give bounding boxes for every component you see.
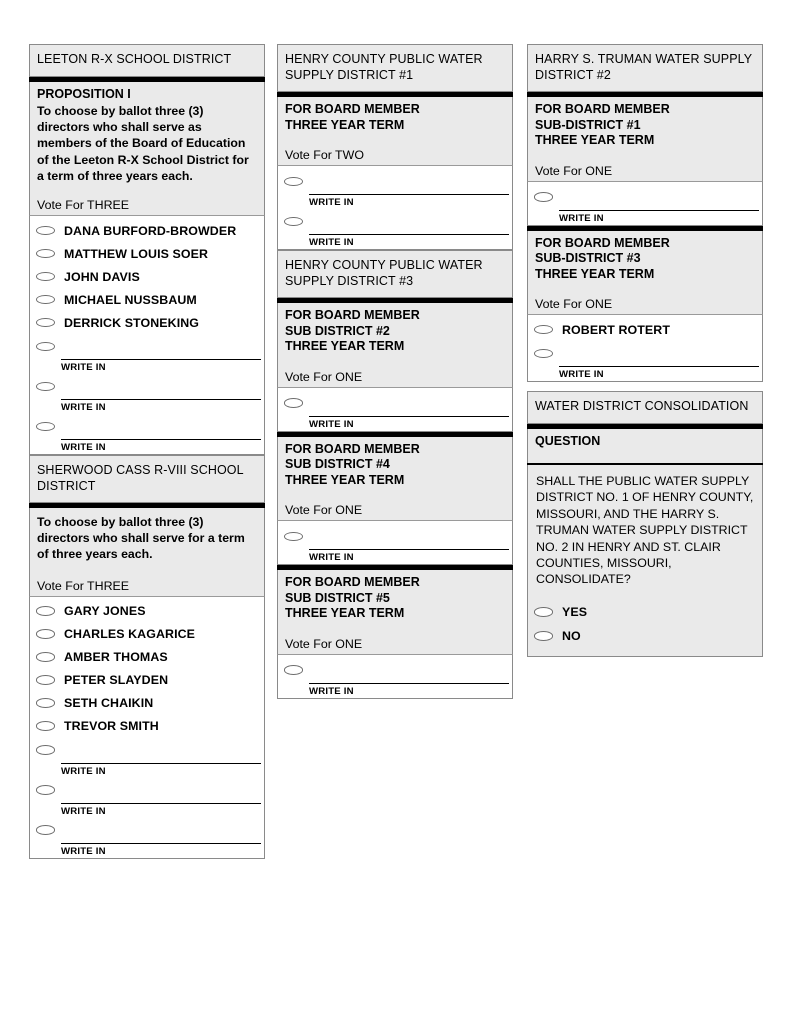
office-block-question bbox=[527, 429, 763, 450]
write-in-label: WRITE IN bbox=[61, 402, 106, 414]
vote-oval[interactable] bbox=[36, 342, 55, 352]
vote-oval[interactable] bbox=[284, 177, 303, 187]
candidate-name: CHARLES KAGARICE bbox=[64, 627, 196, 642]
candidate-row[interactable] bbox=[528, 318, 762, 341]
district-header-sherwood: SHERWOOD CASS R-VIII SCHOOL DISTRICT bbox=[29, 455, 265, 503]
choices-sherwood bbox=[29, 597, 265, 859]
vote-oval[interactable] bbox=[36, 698, 55, 708]
write-in-label: WRITE IN bbox=[309, 237, 354, 248]
contest-leeton-proposition-i bbox=[29, 44, 265, 455]
candidate-name: DERRICK STONEKING bbox=[64, 315, 200, 330]
candidate-row[interactable] bbox=[30, 311, 264, 334]
contest-henry-county-wsd1-board bbox=[277, 44, 513, 250]
ballot-column-3 bbox=[527, 44, 763, 657]
vote-oval[interactable] bbox=[284, 398, 303, 408]
district-header-hcwsd1: HENRY COUNTY PUBLIC WATER SUPPLY DISTRICT #1 bbox=[277, 44, 513, 92]
vote-for-sub4: Vote For ONE bbox=[277, 503, 513, 521]
office-line-1: FOR BOARD MEMBER bbox=[535, 235, 670, 250]
candidate-row[interactable] bbox=[30, 219, 264, 242]
write-in-label: WRITE IN bbox=[61, 805, 106, 817]
ballot-column-2 bbox=[277, 44, 513, 699]
vote-oval[interactable] bbox=[36, 606, 55, 616]
vote-oval[interactable] bbox=[36, 825, 55, 835]
office-spacer bbox=[29, 563, 265, 579]
vote-oval[interactable] bbox=[36, 272, 55, 282]
write-in-slot[interactable] bbox=[528, 341, 762, 381]
write-in-slot[interactable] bbox=[30, 738, 264, 778]
vote-oval[interactable] bbox=[534, 631, 553, 641]
proposition-body: To choose by ballot three (3) directors who shall serve as members of the Board of Education of the Leeton R-X School District for a term of three years each. bbox=[37, 104, 249, 183]
vote-oval[interactable] bbox=[36, 721, 55, 731]
office-block-sub4 bbox=[277, 437, 513, 489]
write-in-slot[interactable] bbox=[278, 391, 512, 431]
office-block-sub5 bbox=[277, 570, 513, 622]
district-header-leeton: LEETON R-X SCHOOL DISTRICT bbox=[29, 44, 265, 77]
office-spacer bbox=[277, 622, 513, 637]
vote-oval[interactable] bbox=[36, 226, 55, 236]
write-in-slot[interactable] bbox=[278, 169, 512, 209]
office-block-sub2 bbox=[277, 303, 513, 355]
write-in-label: WRITE IN bbox=[61, 765, 106, 777]
candidate-name: SETH CHAIKIN bbox=[64, 696, 154, 711]
vote-for-sub2: Vote For ONE bbox=[277, 370, 513, 388]
office-line-2: SUB DISTRICT #2 bbox=[285, 323, 390, 338]
vote-oval[interactable] bbox=[36, 629, 55, 639]
choices-truman-sub3 bbox=[527, 315, 763, 382]
proposition-body: To choose by ballot three (3) directors who shall serve for a term of three years each. bbox=[37, 515, 245, 562]
choices-leeton bbox=[29, 216, 265, 455]
vote-oval[interactable] bbox=[36, 675, 55, 685]
write-in-label: WRITE IN bbox=[309, 685, 354, 697]
vote-for-leeton: Vote For THREE bbox=[29, 198, 265, 216]
write-in-slot[interactable] bbox=[30, 374, 264, 414]
vote-for-sub5: Vote For ONE bbox=[277, 637, 513, 655]
office-spacer bbox=[277, 355, 513, 370]
office-line-2: SUB-DISTRICT #3 bbox=[535, 251, 641, 265]
contest-sherwood-cass bbox=[29, 455, 265, 859]
office-line-2: SUB-DISTRICT #1 bbox=[535, 117, 641, 132]
vote-for-truman-sub1: Vote For ONE bbox=[527, 164, 763, 182]
office-block-truman-sub3 bbox=[527, 231, 763, 283]
proposition-title: PROPOSITION I bbox=[37, 86, 131, 101]
vote-oval[interactable] bbox=[36, 652, 55, 662]
vote-oval[interactable] bbox=[534, 607, 553, 617]
vote-for-hcwsd1: Vote For TWO bbox=[277, 148, 513, 166]
candidate-name: AMBER THOMAS bbox=[64, 650, 168, 665]
office-line-1: FOR BOARD MEMBER bbox=[285, 102, 420, 116]
office-line-3: THREE YEAR TERM bbox=[285, 606, 405, 620]
candidate-row[interactable] bbox=[30, 288, 264, 311]
candidate-row[interactable] bbox=[30, 265, 264, 288]
contest-water-district-consolidation bbox=[527, 391, 763, 657]
candidate-name: PETER SLAYDEN bbox=[64, 673, 169, 688]
vote-oval[interactable] bbox=[284, 532, 303, 542]
office-block-sherwood bbox=[29, 508, 265, 563]
office-line-2: SUB DISTRICT #4 bbox=[285, 457, 390, 471]
office-block-hcwsd1 bbox=[277, 97, 513, 133]
candidate-name: ROBERT ROTERT bbox=[562, 322, 670, 337]
district-header-hcwsd3: HENRY COUNTY PUBLIC WATER SUPPLY DISTRICT #3 bbox=[277, 250, 513, 298]
office-line-2: SUB DISTRICT #5 bbox=[285, 590, 390, 605]
office-line-1: FOR BOARD MEMBER bbox=[285, 441, 420, 456]
choices-hcwsd1 bbox=[277, 166, 513, 250]
vote-oval[interactable] bbox=[284, 217, 303, 227]
contest-henry-county-wsd3-sub5 bbox=[277, 565, 513, 699]
candidate-name: TREVOR SMITH bbox=[64, 719, 159, 734]
question-option-row[interactable] bbox=[528, 600, 762, 624]
vote-oval[interactable] bbox=[36, 295, 55, 305]
candidate-row[interactable] bbox=[30, 600, 264, 623]
district-header-consolidation: WATER DISTRICT CONSOLIDATION bbox=[527, 391, 763, 424]
candidate-name: DANA BURFORD-BROWDER bbox=[64, 223, 237, 238]
office-block-truman-sub1 bbox=[527, 97, 763, 149]
vote-oval[interactable] bbox=[534, 325, 553, 335]
choices-sub5 bbox=[277, 655, 513, 699]
office-line-2: THREE YEAR TERM bbox=[285, 117, 405, 132]
write-in-slot[interactable] bbox=[30, 778, 264, 818]
candidate-name: GARY JONES bbox=[64, 604, 146, 619]
write-in-label: WRITE IN bbox=[309, 418, 354, 430]
vote-oval[interactable] bbox=[284, 665, 303, 675]
vote-oval[interactable] bbox=[534, 192, 553, 202]
vote-oval[interactable] bbox=[36, 745, 55, 755]
write-in-label: WRITE IN bbox=[309, 552, 354, 563]
office-line-1: FOR BOARD MEMBER bbox=[535, 102, 670, 116]
contest-henry-county-wsd3-sub2 bbox=[277, 250, 513, 432]
choices-truman-sub1 bbox=[527, 182, 763, 226]
write-in-slot[interactable] bbox=[528, 185, 762, 225]
candidate-row[interactable] bbox=[30, 623, 264, 646]
write-in-slot[interactable] bbox=[278, 658, 512, 698]
vote-oval[interactable] bbox=[36, 785, 55, 795]
office-line-1: FOR BOARD MEMBER bbox=[285, 308, 420, 322]
office-spacer bbox=[527, 282, 763, 297]
office-line-3: THREE YEAR TERM bbox=[535, 266, 655, 281]
question-option-label: NO bbox=[562, 628, 581, 643]
ballot-column-1 bbox=[29, 44, 265, 859]
column-gap bbox=[527, 382, 763, 391]
office-line-3: THREE YEAR TERM bbox=[285, 339, 405, 353]
candidate-name: MATTHEW LOUIS SOER bbox=[64, 246, 209, 261]
choices-sub4 bbox=[277, 521, 513, 565]
choices-sub2 bbox=[277, 388, 513, 432]
candidate-name: MICHAEL NUSSBAUM bbox=[64, 292, 197, 307]
candidate-row[interactable] bbox=[30, 242, 264, 265]
office-line-3: THREE YEAR TERM bbox=[535, 133, 655, 147]
candidate-row[interactable] bbox=[30, 669, 264, 692]
vote-for-sherwood: Vote For THREE bbox=[29, 579, 265, 597]
write-in-slot[interactable] bbox=[30, 818, 264, 858]
question-text: SHALL THE PUBLIC WATER SUPPLY DISTRICT NO. 1 OF HENRY COUNTY, MISSOURI, AND THE HARRY S. TRUMAN WATER SUPPLY DISTRICT NO. 2 IN HENRY AND ST. CLAIR COUNTIES, MISSOURI, CONSOLIDATE? bbox=[527, 465, 763, 592]
write-in-label: WRITE IN bbox=[309, 197, 354, 208]
vote-oval[interactable] bbox=[36, 249, 55, 259]
office-spacer bbox=[527, 449, 763, 463]
write-in-label: WRITE IN bbox=[61, 442, 106, 454]
candidate-row[interactable] bbox=[30, 692, 264, 715]
office-line-3: THREE YEAR TERM bbox=[285, 472, 405, 487]
question-option-label: YES bbox=[562, 604, 588, 619]
contest-henry-county-wsd3-sub4 bbox=[277, 432, 513, 566]
write-in-label: WRITE IN bbox=[559, 212, 604, 224]
contest-truman-wsd2-sub1 bbox=[527, 44, 763, 226]
write-in-slot[interactable] bbox=[30, 334, 264, 374]
office-spacer bbox=[277, 133, 513, 148]
office-spacer bbox=[29, 184, 265, 198]
vote-oval[interactable] bbox=[534, 349, 553, 359]
question-choices bbox=[527, 592, 763, 657]
district-header-truman: HARRY S. TRUMAN WATER SUPPLY DISTRICT #2 bbox=[527, 44, 763, 92]
candidate-row[interactable] bbox=[30, 646, 264, 669]
office-spacer bbox=[527, 149, 763, 164]
vote-oval[interactable] bbox=[36, 318, 55, 328]
contest-truman-wsd2-sub3 bbox=[527, 226, 763, 383]
office-line-1: FOR BOARD MEMBER bbox=[285, 575, 420, 589]
office-block-leeton bbox=[29, 82, 265, 185]
vote-oval[interactable] bbox=[36, 382, 55, 392]
write-in-slot[interactable] bbox=[278, 524, 512, 564]
vote-for-truman-sub3: Vote For ONE bbox=[527, 297, 763, 315]
candidate-row[interactable] bbox=[30, 715, 264, 738]
question-title: QUESTION bbox=[535, 433, 601, 448]
office-spacer bbox=[277, 488, 513, 503]
question-option-row[interactable] bbox=[528, 624, 762, 648]
write-in-slot[interactable] bbox=[30, 414, 264, 454]
candidate-name: JOHN DAVIS bbox=[64, 269, 140, 284]
write-in-label: WRITE IN bbox=[61, 845, 106, 857]
write-in-label: WRITE IN bbox=[61, 362, 106, 374]
vote-oval[interactable] bbox=[36, 422, 55, 432]
write-in-slot[interactable] bbox=[278, 209, 512, 249]
write-in-label: WRITE IN bbox=[559, 369, 604, 380]
